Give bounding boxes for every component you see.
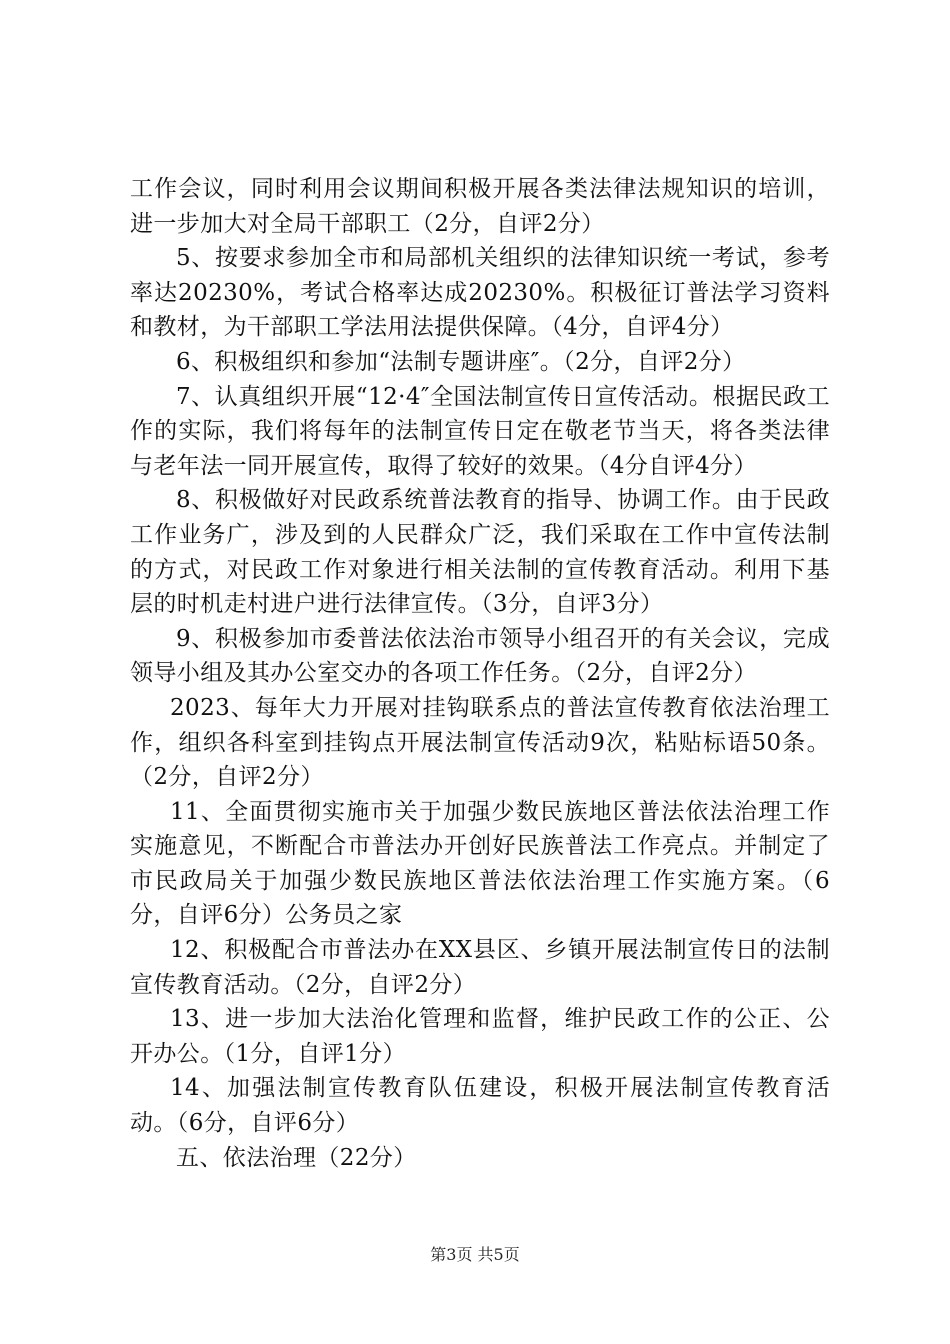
- paragraph-item-11: 11、全面贯彻实施市关于加强少数民族地区普法依法治理工作实施意见，不断配合市普法办开创好民族普法工作亮点。并制定了市民政局关于加强少数民族地区普法依法治理工作实施方案。（6分，自评6分）公务员之家: [130, 798, 830, 929]
- paragraph-continuation: 工作会议，同时利用会议期间积极开展各类法律法规知识的培训，进一步加大对全局干部职工（2分，自评2分）: [130, 176, 830, 237]
- paragraph-item-7: 7、认真组织开展“12·4″全国法制宣传日宣传活动。根据民政工作的实际，我们将每年的法制宣传日定在敬老节当天，将各类法律与老年法一同开展宣传，取得了较好的效果。（4分自评4分）: [130, 383, 830, 479]
- document-body: [130, 172, 830, 1175]
- paragraph-item-14: 14、加强法制宣传教育队伍建设，积极开展法制宣传教育活动。（6分，自评6分）: [130, 1075, 830, 1137]
- page-number-footer: 第3页 共5页: [430, 1245, 520, 1264]
- paragraph-item-10: 2023、每年大力开展对挂钩联系点的普法宣传教育依法治理工作，组织各科室到挂钩点开展法制宣传活动9次，粘贴标语50条。（2分，自评2分）: [130, 694, 830, 791]
- paragraph-item-5: 5、按要求参加全市和局部机关组织的法律知识统一考试，参考率达20230%，考试合格率达成20230%。积极征订普法学习资料和教材，为干部职工学法用法提供保障。（4分，自评4分）: [130, 245, 830, 341]
- paragraph-item-9: 9、积极参加市委普法依法治市领导小组召开的有关会议，完成领导小组及其办公室交办的各项工作任务。（2分，自评2分）: [130, 625, 830, 687]
- paragraph-item-12: 12、积极配合市普法办在XX县区、乡镇开展法制宣传日的法制宣传教育活动。（2分，自评2分）: [130, 937, 830, 998]
- section-heading-5: 五、依法治理（22分）: [176, 1144, 417, 1171]
- paragraph-item-13: 13、进一步加大法治化管理和监督，维护民政工作的公正、公开办公。（1分，自评1分）: [130, 1006, 830, 1067]
- paragraph-item-8: 8、积极做好对民政系统普法教育的指导、协调工作。由于民政工作业务广，涉及到的人民群众广泛，我们采取在工作中宣传法制的方式，对民政工作对象进行相关法制的宣传教育活动。利用下基层的时机走村进户进行法律宣传。（3分，自评3分）: [130, 487, 830, 618]
- paragraph-item-6: 6、积极组织和参加“法制专题讲座″。（2分，自评2分）: [176, 348, 746, 375]
